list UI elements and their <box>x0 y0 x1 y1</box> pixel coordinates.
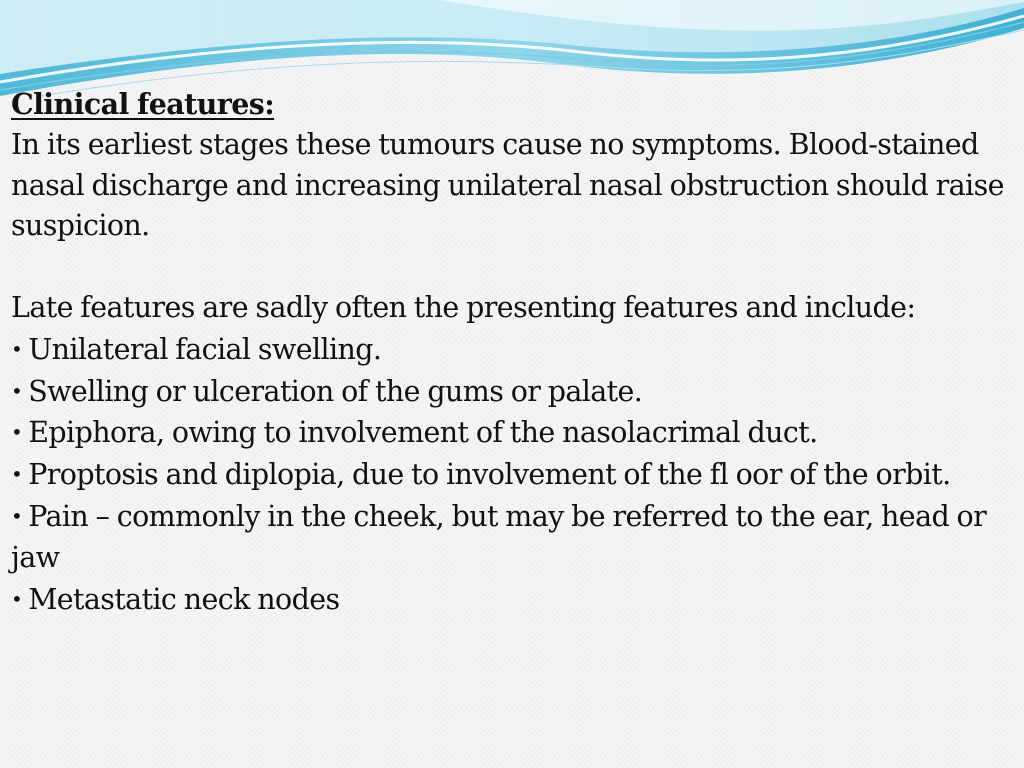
bullet-icon: • <box>11 420 23 445</box>
bullet-icon: • <box>11 378 23 403</box>
list-item <box>11 496 1016 579</box>
list-item-text: Swelling or ulceration of the gums or palate. <box>28 374 643 408</box>
late-features-intro: Late features are sadly often the presenting features and include: <box>11 290 916 324</box>
bullet-icon: • <box>11 336 23 361</box>
list-item <box>11 454 1016 496</box>
paragraph-gap <box>11 247 1016 288</box>
intro-paragraph: In its earliest stages these tumours cause no symptoms. Blood-stained nasal discharge and increasing unilateral nasal obstruction should raise suspicion. <box>11 127 1004 243</box>
list-item <box>11 329 1016 371</box>
list-item <box>11 412 1016 454</box>
list-item <box>11 579 1016 621</box>
list-item-text: Unilateral facial swelling. <box>28 332 382 366</box>
list-item <box>11 371 1016 413</box>
late-features-list <box>11 329 1016 621</box>
list-item-text: Epiphora, owing to involvement of the nasolacrimal duct. <box>28 416 818 450</box>
list-item-text: Proptosis and diplopia, due to involvement of the fl oor of the orbit. <box>28 458 951 492</box>
list-item-text: Metastatic neck nodes <box>28 582 340 616</box>
bullet-icon: • <box>11 462 23 487</box>
bullet-icon: • <box>11 503 23 528</box>
list-item-text: Pain – commonly in the cheek, but may be referred to the ear, head or jaw <box>11 499 987 574</box>
slide-body <box>11 84 1016 620</box>
bullet-icon: • <box>11 586 23 611</box>
slide-heading: Clinical features: <box>11 87 275 121</box>
